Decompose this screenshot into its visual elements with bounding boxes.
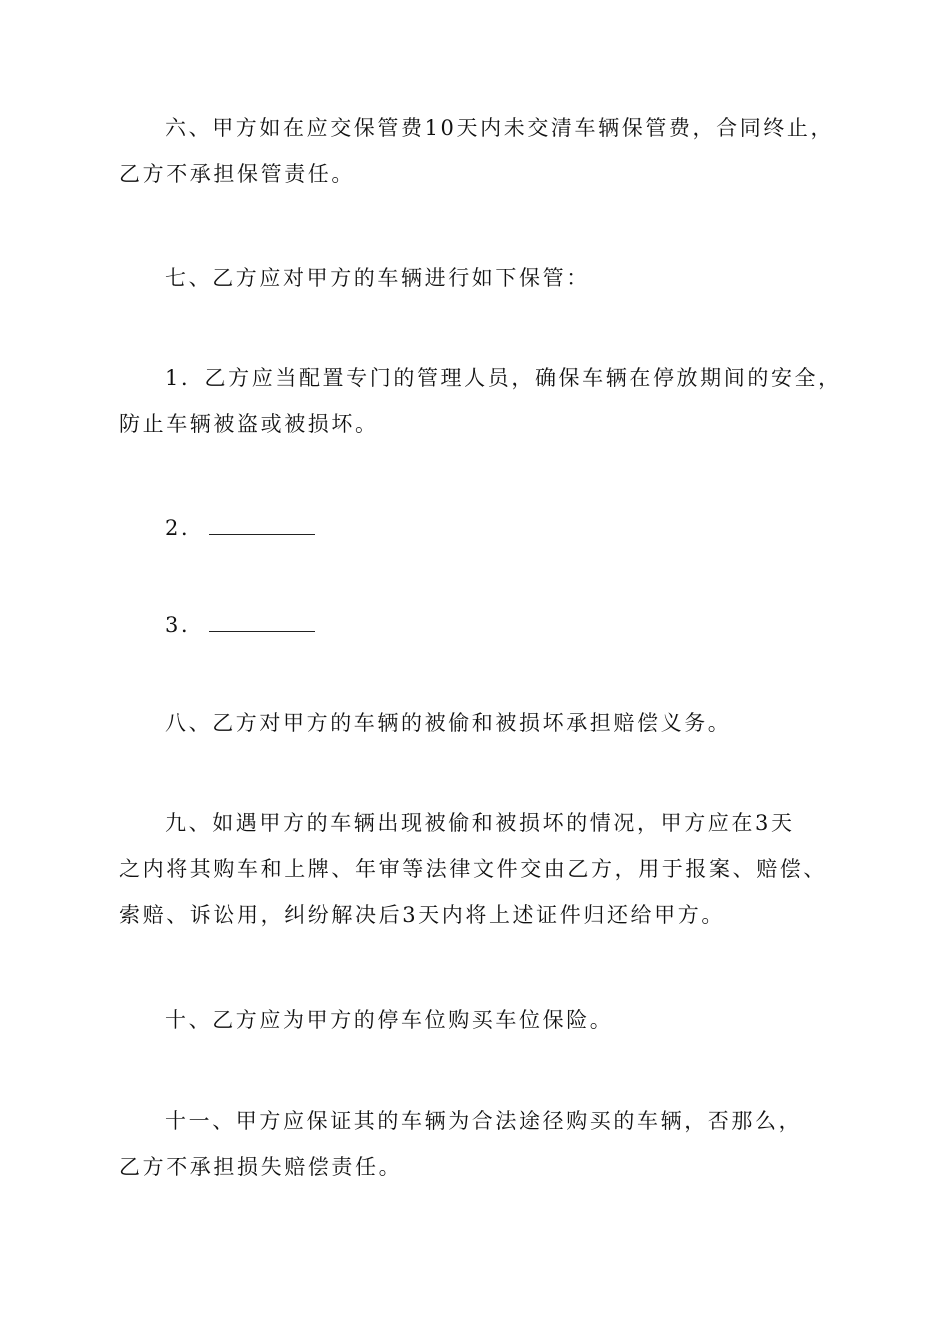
clause-8 [119,700,839,746]
clause-9 [119,800,839,938]
item-2-label: 2． [165,516,205,540]
clause-9-line-1: 九、如遇甲方的车辆出现被偷和被损坏的情况，甲方应在3天 [165,811,795,835]
item-2-line [119,505,839,551]
clause-6 [119,105,839,197]
item-1-line-1: 1．乙方应当配置专门的管理人员，确保车辆在停放期间的安全， [165,366,842,390]
clause-10-line-1: 十、乙方应为甲方的停车位购买车位保险。 [165,1008,614,1032]
clause-11-line-2: 乙方不承担损失赔偿责任。 [119,1155,403,1179]
item-3-blank [209,613,315,632]
item-3-line [119,602,839,648]
clause-7-line-1: 七、乙方应对甲方的车辆进行如下保管： [165,266,590,290]
item-1 [119,355,842,447]
clause-10 [119,997,839,1043]
item-3-label: 3． [165,613,205,637]
clause-9-line-2: 之内将其购车和上牌、年审等法律文件交由乙方，用于报案、赔偿、 [119,857,827,881]
clause-8-line-1: 八、乙方对甲方的车辆的被偷和被损坏承担赔偿义务。 [165,711,732,735]
clause-7 [119,255,839,301]
item-2 [119,505,839,551]
clause-11 [119,1098,839,1190]
clause-9-line-3: 索赔、诉讼用，纠纷解决后3天内将上述证件归还给甲方。 [119,903,725,927]
clause-11-line-1: 十一、甲方应保证其的车辆为合法途径购买的车辆，否那么， [165,1109,803,1133]
clause-6-line-1: 六、甲方如在应交保管费10天内未交清车辆保管费，合同终止， [165,116,835,140]
clause-6-line-2: 乙方不承担保管责任。 [119,162,355,186]
item-2-blank [209,516,315,535]
item-1-line-2: 防止车辆被盗或被损坏。 [119,412,379,436]
item-3 [119,602,839,648]
